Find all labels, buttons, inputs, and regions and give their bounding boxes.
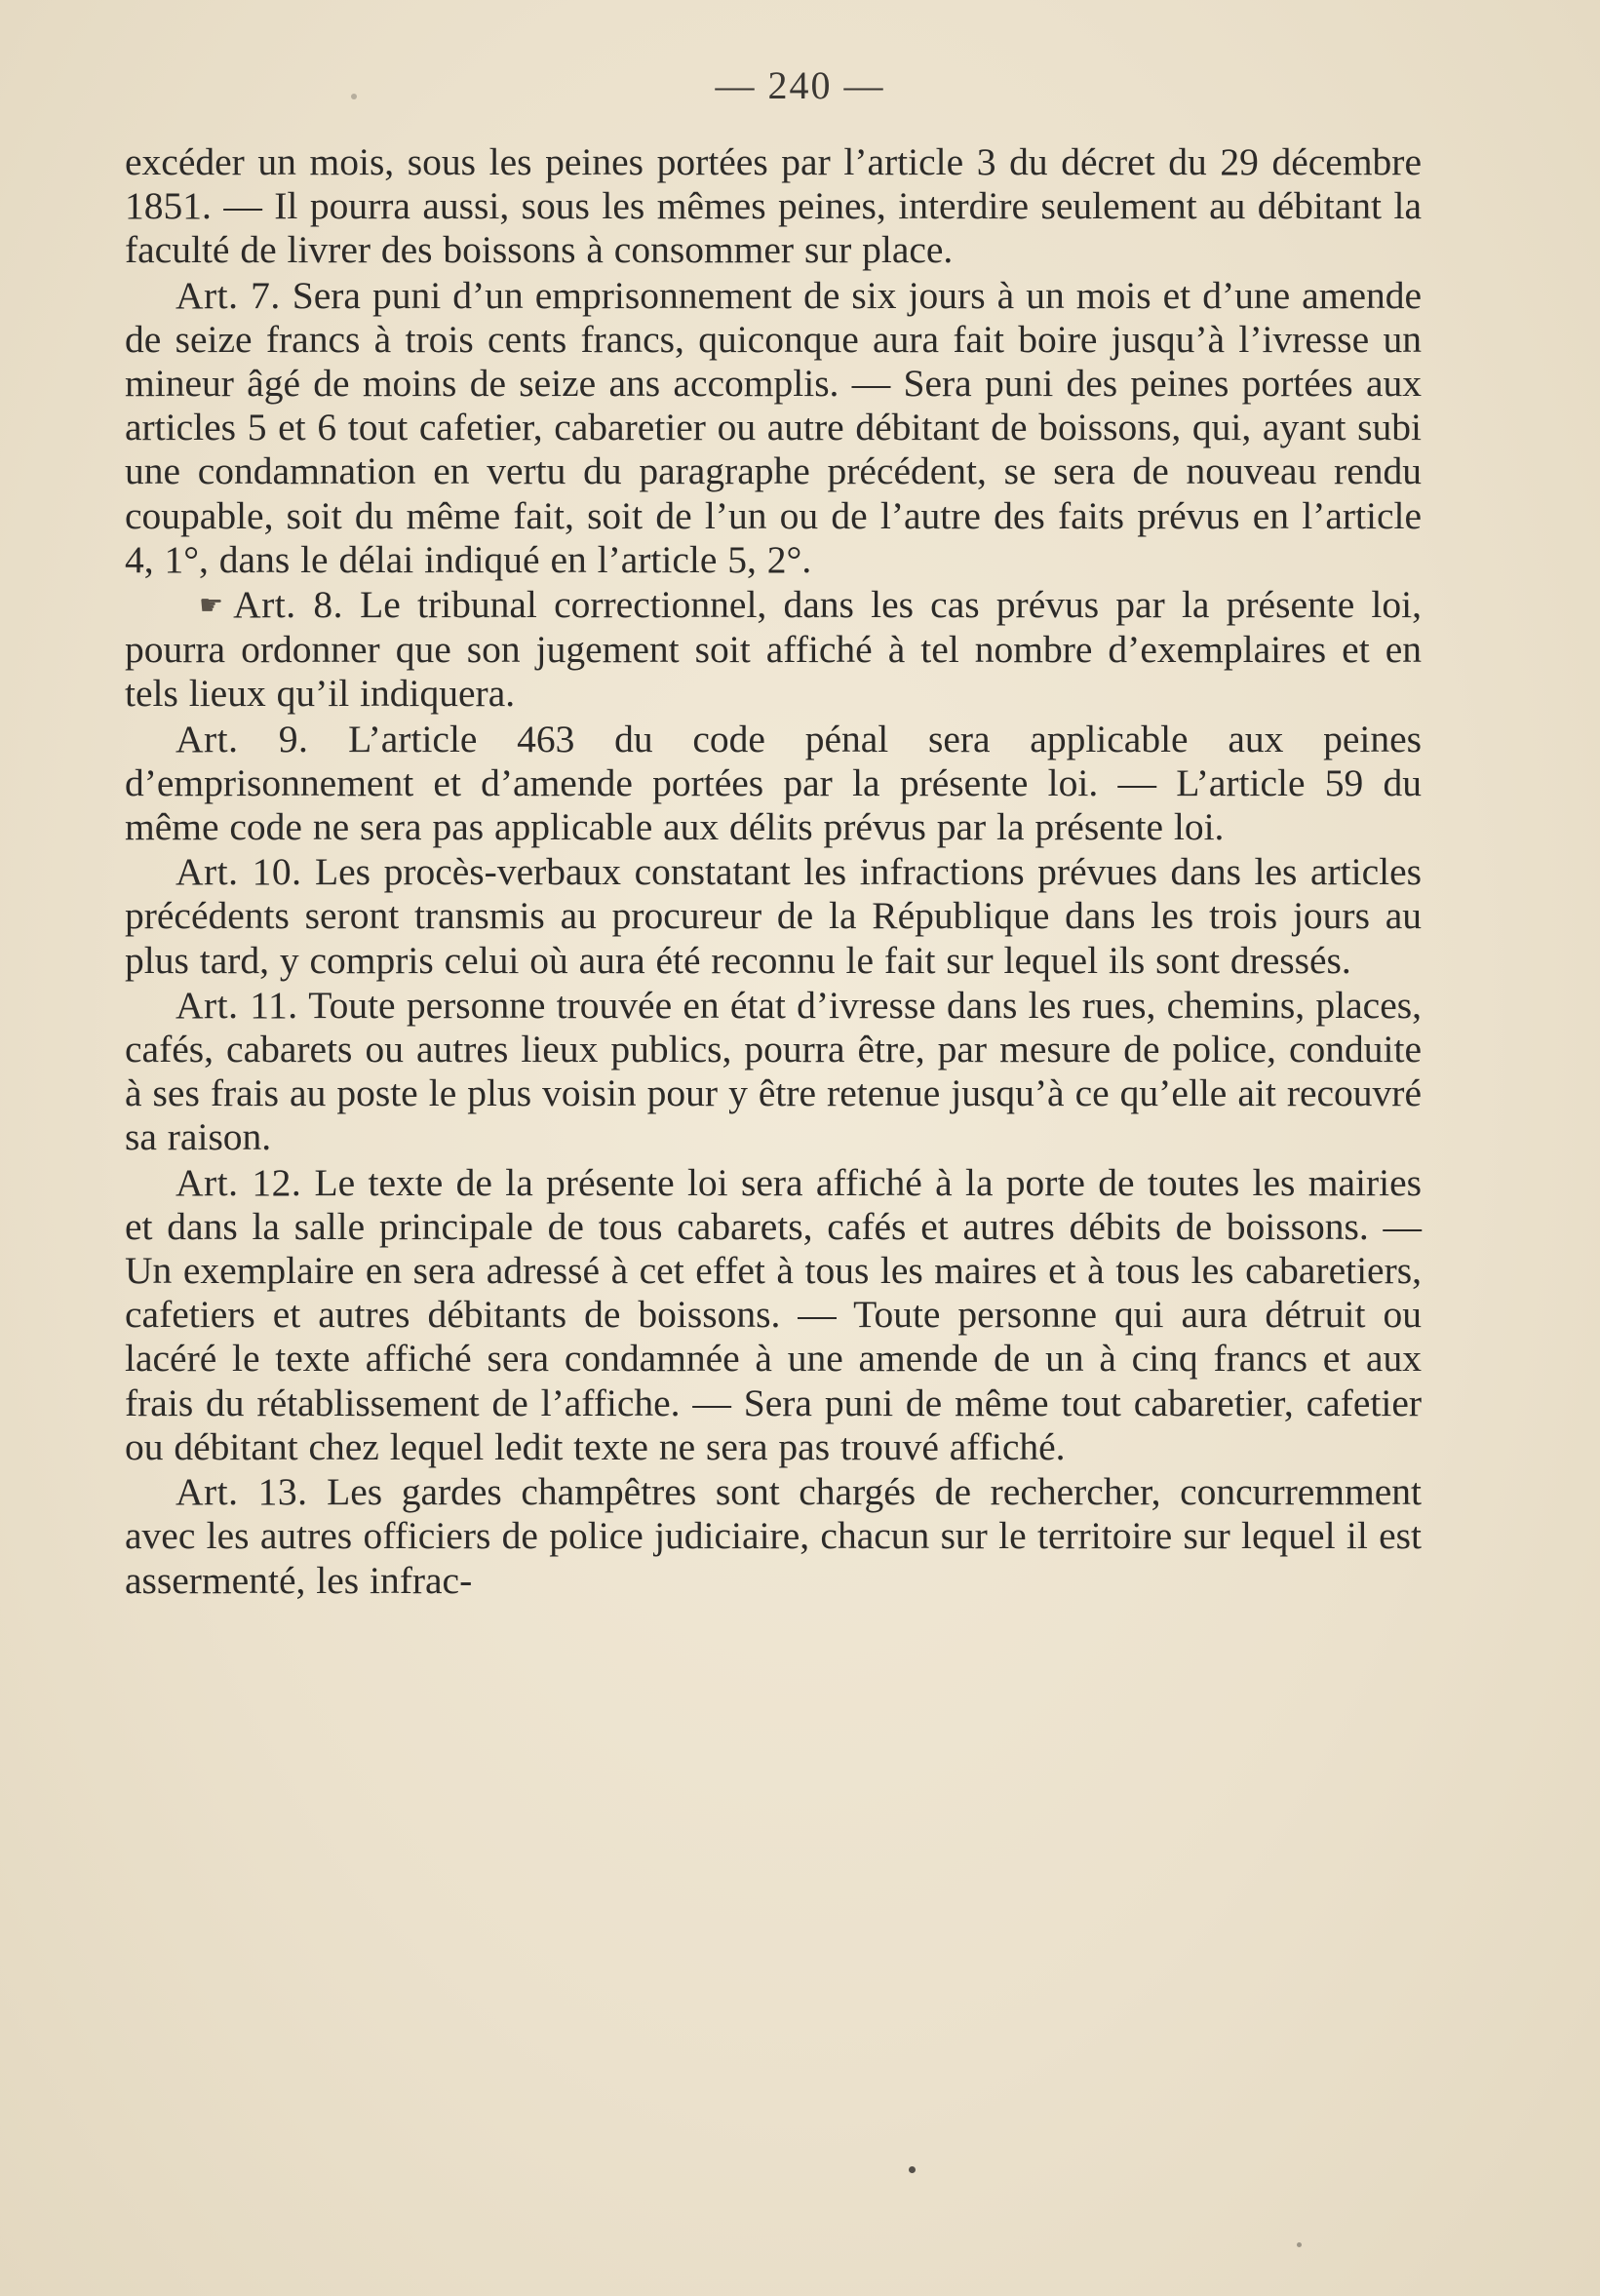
ink-speck (351, 94, 357, 99)
article-7 (125, 274, 1422, 582)
article-10 (125, 850, 1422, 983)
article-13 (125, 1470, 1422, 1603)
ink-speck (909, 2166, 916, 2173)
article-label: Art. 11. (176, 983, 298, 1027)
page-number: — 240 — (715, 63, 885, 107)
ink-speck (1297, 2242, 1302, 2247)
article-label: Art. 9. (176, 717, 309, 760)
article-label: Art. 10. (176, 850, 302, 894)
article-11 (125, 984, 1422, 1160)
article-label: Art. 13. (176, 1470, 308, 1514)
article-12 (125, 1161, 1422, 1469)
article-8 (125, 583, 1422, 717)
paragraph-text: Le tribunal correctionnel, dans les cas prévus par la présente loi, pourra ordonner que son jugement soit affiché à tel nombre d’exemplaires et en tels lieux qu’il indiquera. (125, 583, 1423, 716)
article-label: Art. 7. (176, 273, 281, 317)
article-label: Art. 12. (176, 1160, 302, 1204)
paragraph-text: Les procès-verbaux constatant les infractions prévues dans les articles précédents seront transmis au procureur de la République dans les trois jours au plus tard, y compris celui où aura été reconnu le fait sur lequel ils sont dressés. (125, 850, 1422, 982)
article-9 (125, 718, 1422, 850)
paragraph-continuation (125, 140, 1422, 273)
paragraph-text: L’article 463 du code pénal sera applicable aux peines d’emprisonnement et d’amende portées par la présente loi. — L’article 59 du même code ne sera pas applicable aux délits prévus par la présente loi. (125, 717, 1422, 849)
pointing-hand-icon: ☛ (199, 591, 224, 622)
paragraph-text: excéder un mois, sous les peines portées par l’article 3 du décret du 29 décembre 1851. — Il pourra aussi, sous les mêmes peines, interdire seulement au débitant la faculté de livrer des boissons à consommer sur place. (125, 140, 1422, 272)
paragraph-text: Les gardes champêtres sont chargés de rechercher, concurremment avec les autres officiers de police judiciaire, chacun sur le territoire sur lequel il est assermenté, les infrac- (125, 1470, 1422, 1602)
paragraph-text: Toute personne trouvée en état d’ivresse dans les rues, chemins, places, cafés, cabarets ou autres lieux publics, pourra être, par mesure de police, conduite à ses frais au poste le plus voisin pour y être retenue jusqu’à ce qu’elle ait recouvré sa raison. (125, 983, 1422, 1159)
paragraph-text: Le texte de la présente loi sera affiché à la porte de toutes les mairies et dans la salle principale de tous cabarets, cafés et autres débits de boissons. — Un exemplaire en sera adressé à cet effet à tous les maires et à tous les cabaretiers, cafetiers et autres débitants de boissons. — Toute personne qui aura détruit ou lacéré le texte affiché sera condamnée à une amende de un à cinq francs et aux frais du rétablissement de l’affiche. — Sera puni de même tout cabaretier, cafetier ou débitant chez lequel ledit texte ne sera pas trouvé affiché. (125, 1160, 1423, 1468)
article-label: Art. 8. (233, 583, 343, 627)
paragraph-text: Sera puni d’un emprisonnement de six jours à un mois et d’une amende de seize francs à trois cents francs, quiconque aura fait boire jusqu’à l’ivresse un mineur âgé de moins de seize ans accomplis. — Sera puni des peines portées aux articles 5 et 6 tout cafetier, cabaretier ou autre débitant de boissons, qui, ayant subi une condamnation en vertu du paragraphe précédent, se sera de nouveau rendu coupable, soit du même fait, soit de l’un ou de l’autre des faits prévus en l’article 4, 1°, dans le délai indiqué en l’article 5, 2°. (125, 273, 1423, 581)
text-body (125, 140, 1422, 1604)
